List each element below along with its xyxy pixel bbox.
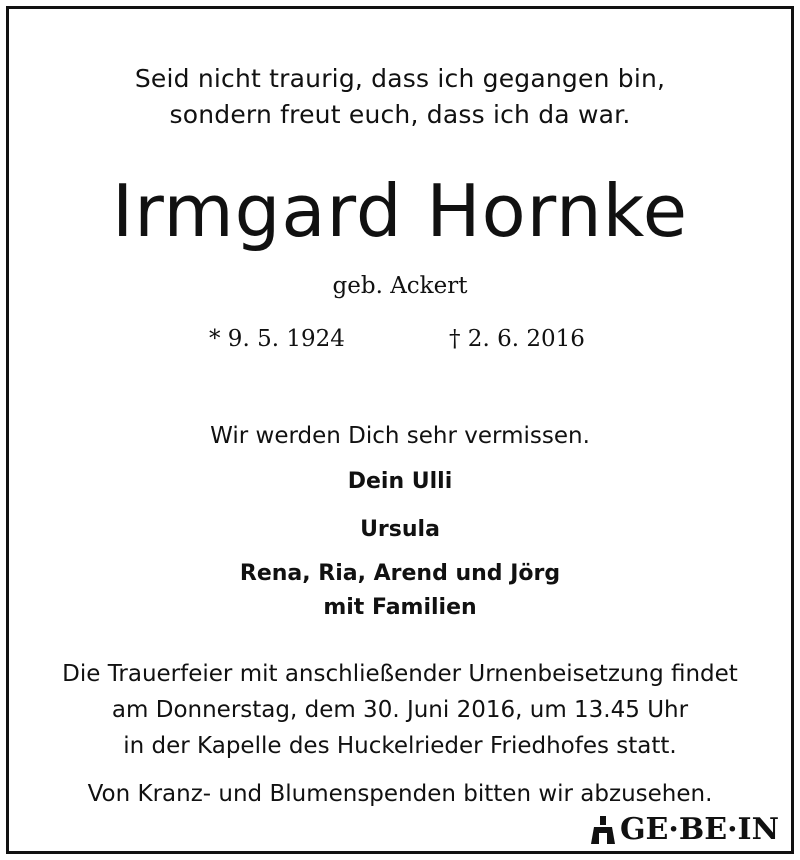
deceased-name: Irmgard Hornke bbox=[111, 169, 689, 253]
funeral-notice-line-2: am Donnerstag, dem 30. Juni 2016, um 13.45 Uhr bbox=[111, 697, 689, 723]
flowers-notice: Von Kranz- und Blumenspenden bitten wir abzusehen. bbox=[87, 781, 713, 807]
birth-date: * 9. 5. 1924 bbox=[209, 326, 345, 352]
obituary-frame bbox=[6, 6, 794, 854]
gebein-logo bbox=[586, 813, 783, 847]
life-dates bbox=[9, 324, 791, 354]
funeral-notice-line-1: Die Trauerfeier mit anschließender Urnenbeisetzung findet bbox=[62, 661, 738, 687]
gebein-logo-text: GE·BE·IN bbox=[619, 812, 779, 847]
mourner-2: Ursula bbox=[360, 517, 440, 542]
obituary-content bbox=[9, 9, 791, 851]
farewell-message: Wir werden Dich sehr vermissen. bbox=[210, 423, 590, 449]
verse-line-1: Seid nicht traurig, dass ich gegangen bin, bbox=[134, 64, 666, 93]
mourner-4: mit Familien bbox=[323, 595, 477, 620]
birth-name: geb. Ackert bbox=[332, 273, 468, 299]
verse-line-2: sondern freut euch, dass ich da war. bbox=[169, 100, 631, 129]
funeral-notice-line-3: in der Kapelle des Huckelrieder Friedhofes statt. bbox=[123, 733, 677, 759]
death-date: † 2. 6. 2016 bbox=[449, 326, 585, 352]
mourner-3: Rena, Ria, Arend und Jörg bbox=[239, 561, 561, 586]
gebein-logo-icon bbox=[590, 815, 616, 845]
mourner-1: Dein Ulli bbox=[347, 469, 453, 494]
